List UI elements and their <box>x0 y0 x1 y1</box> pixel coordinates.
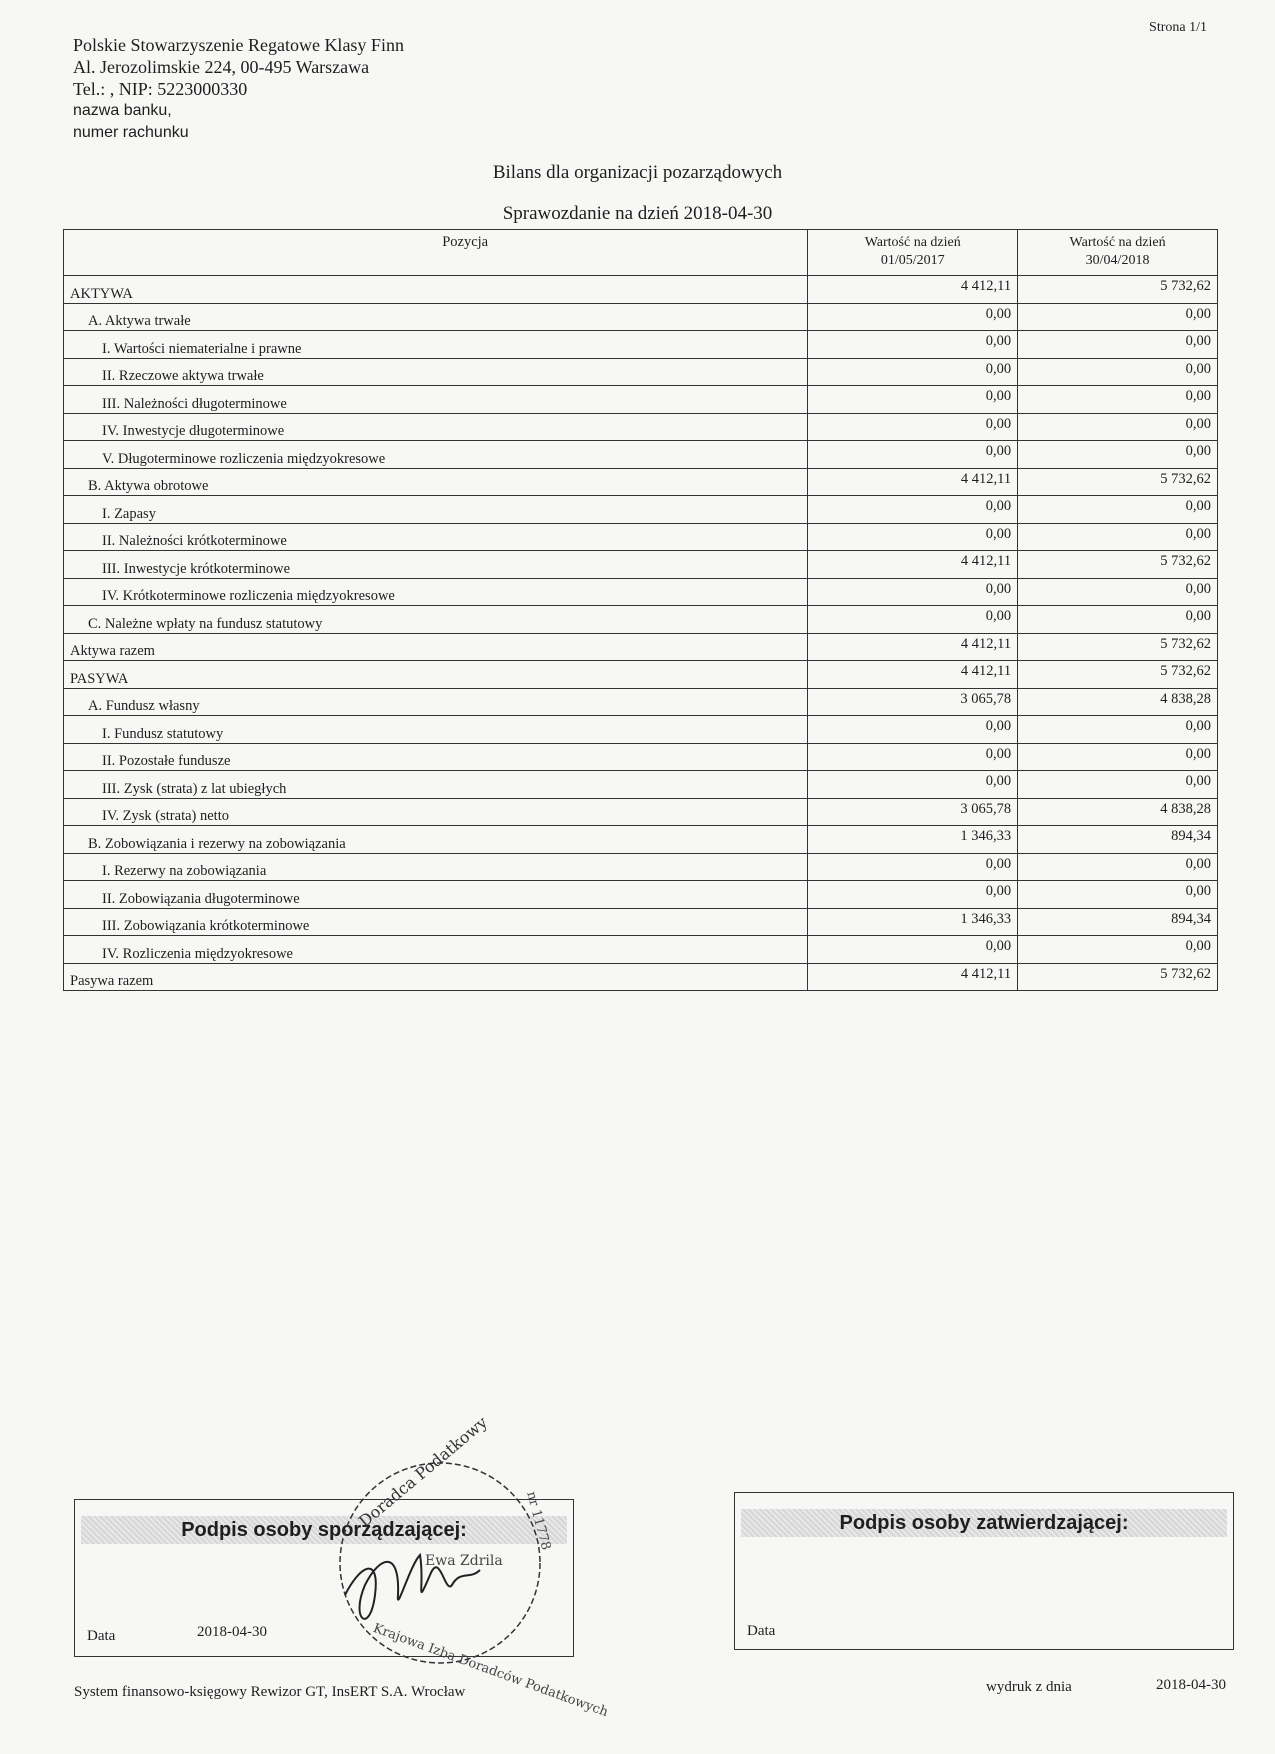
row-label: Aktywa razem <box>64 633 808 661</box>
row-value-2018: 0,00 <box>1018 386 1218 414</box>
row-value-2018: 894,34 <box>1018 826 1218 854</box>
table-header-row <box>64 230 1218 276</box>
row-value-2018: 5 732,62 <box>1018 468 1218 496</box>
table-row <box>64 881 1218 909</box>
row-label: I. Zapasy <box>64 496 808 524</box>
table-row <box>64 688 1218 716</box>
row-label: II. Rzeczowe aktywa trwałe <box>64 358 808 386</box>
table-row <box>64 826 1218 854</box>
document-title: Bilans dla organizacji pozarządowych <box>492 162 783 183</box>
row-value-2018: 0,00 <box>1018 413 1218 441</box>
balance-table <box>63 229 1218 991</box>
table-row <box>64 578 1218 606</box>
table-row <box>64 633 1218 661</box>
stamp-text-name: Ewa Zdrila <box>425 1553 503 1569</box>
row-value-2018: 0,00 <box>1018 936 1218 964</box>
org-header <box>73 34 404 144</box>
table-row <box>64 386 1218 414</box>
row-label: IV. Inwestycje długoterminowe <box>64 413 808 441</box>
document-subtitle: Sprawozdanie na dzień 2018-04-30 <box>502 203 773 224</box>
row-label: IV. Krótkoterminowe rozliczenia międzyokresowe <box>64 578 808 606</box>
table-row <box>64 743 1218 771</box>
row-value-2017: 4 412,11 <box>808 551 1018 579</box>
row-value-2017: 0,00 <box>808 331 1018 359</box>
row-value-2017: 0,00 <box>808 881 1018 909</box>
table-row <box>64 716 1218 744</box>
row-value-2017: 0,00 <box>808 523 1018 551</box>
row-value-2018: 4 838,28 <box>1018 688 1218 716</box>
row-label: III. Inwestycje krótkoterminowe <box>64 551 808 579</box>
preparer-date-value: 2018-04-30 <box>197 1624 267 1640</box>
table-row <box>64 303 1218 331</box>
table-row <box>64 771 1218 799</box>
row-label: PASYWA <box>64 661 808 689</box>
table-row <box>64 331 1218 359</box>
signature-heading-approver: Podpis osoby zatwierdzającej: <box>741 1509 1227 1537</box>
signature-heading-preparer: Podpis osoby sporządzającej: <box>81 1516 567 1544</box>
row-value-2018: 5 732,62 <box>1018 551 1218 579</box>
table-row <box>64 853 1218 881</box>
row-value-2017: 3 065,78 <box>808 688 1018 716</box>
org-address: Al. Jerozolimskie 224, 00-495 Warszawa <box>73 57 370 77</box>
row-value-2017: 4 412,11 <box>808 276 1018 304</box>
row-value-2017: 0,00 <box>808 413 1018 441</box>
footer-system: System finansowo-księgowy Rewizor GT, InsERT S.A. Wrocław <box>74 1684 466 1700</box>
column-header-value-2017-line2: 01/05/2017 <box>880 253 945 268</box>
row-label: I. Wartości niematerialne i prawne <box>64 331 808 359</box>
row-label: I. Rezerwy na zobowiązania <box>64 853 808 881</box>
row-label: II. Należności krótkoterminowe <box>64 523 808 551</box>
table-row <box>64 963 1218 991</box>
row-value-2017: 0,00 <box>808 358 1018 386</box>
row-value-2018: 0,00 <box>1018 578 1218 606</box>
row-label: A. Fundusz własny <box>64 688 808 716</box>
footer-print-label: wydruk z dnia <box>986 1679 1072 1695</box>
signature-box-approver <box>734 1492 1234 1650</box>
row-value-2017: 0,00 <box>808 441 1018 469</box>
row-value-2018: 4 838,28 <box>1018 798 1218 826</box>
approver-date-label: Data <box>747 1623 776 1639</box>
column-header-value-2018-line2: 30/04/2018 <box>1085 253 1150 268</box>
row-value-2018: 0,00 <box>1018 358 1218 386</box>
row-label: V. Długoterminowe rozliczenia międzyokresowe <box>64 441 808 469</box>
row-label: IV. Zysk (strata) netto <box>64 798 808 826</box>
row-value-2017: 0,00 <box>808 716 1018 744</box>
stamp-text-bottom: Krajowa Izba Doradców Podatkowych <box>371 1620 610 1721</box>
row-value-2018: 0,00 <box>1018 303 1218 331</box>
stamp-text-top: Doradca Podatkowy <box>355 1412 491 1531</box>
row-label: C. Należne wpłaty na fundusz statutowy <box>64 606 808 634</box>
row-value-2017: 0,00 <box>808 606 1018 634</box>
row-label: B. Zobowiązania i rezerwy na zobowiązania <box>64 826 808 854</box>
row-value-2018: 0,00 <box>1018 743 1218 771</box>
table-row <box>64 276 1218 304</box>
row-value-2017: 1 346,33 <box>808 908 1018 936</box>
tax-advisor-stamp <box>320 1412 610 1721</box>
row-value-2018: 894,34 <box>1018 908 1218 936</box>
column-header-value-2018 <box>1018 230 1218 276</box>
table-row <box>64 551 1218 579</box>
row-label: B. Aktywa obrotowe <box>64 468 808 496</box>
row-label: Pasywa razem <box>64 963 808 991</box>
row-value-2018: 5 732,62 <box>1018 276 1218 304</box>
row-value-2017: 0,00 <box>808 771 1018 799</box>
row-label: II. Zobowiązania długoterminowe <box>64 881 808 909</box>
row-value-2017: 4 412,11 <box>808 661 1018 689</box>
row-value-2018: 0,00 <box>1018 331 1218 359</box>
row-value-2017: 0,00 <box>808 386 1018 414</box>
row-value-2018: 0,00 <box>1018 496 1218 524</box>
row-value-2018: 0,00 <box>1018 771 1218 799</box>
page-number: Strona 1/1 <box>1149 20 1207 35</box>
row-label: IV. Rozliczenia międzyokresowe <box>64 936 808 964</box>
row-value-2017: 0,00 <box>808 936 1018 964</box>
org-contact: Tel.: , NIP: 5223000330 <box>73 79 248 99</box>
row-label: III. Zysk (strata) z lat ubiegłych <box>64 771 808 799</box>
preparer-date-label: Data <box>87 1628 116 1644</box>
row-value-2017: 0,00 <box>808 743 1018 771</box>
row-label: II. Pozostałe fundusze <box>64 743 808 771</box>
row-value-2018: 0,00 <box>1018 523 1218 551</box>
column-header-value-2017-line1: Wartość na dzień <box>864 235 961 250</box>
row-value-2018: 5 732,62 <box>1018 633 1218 661</box>
table-row <box>64 358 1218 386</box>
row-value-2018: 5 732,62 <box>1018 963 1218 991</box>
org-account: numer rachunku <box>73 124 189 141</box>
row-value-2018: 0,00 <box>1018 716 1218 744</box>
table-row <box>64 413 1218 441</box>
table-row <box>64 468 1218 496</box>
row-value-2017: 3 065,78 <box>808 798 1018 826</box>
org-name: Polskie Stowarzyszenie Regatowe Klasy Finn <box>73 35 404 55</box>
table-row <box>64 496 1218 524</box>
row-value-2017: 0,00 <box>808 578 1018 606</box>
column-header-position: Pozycja <box>64 230 808 276</box>
table-row <box>64 661 1218 689</box>
table-row <box>64 908 1218 936</box>
row-value-2017: 4 412,11 <box>808 468 1018 496</box>
row-value-2017: 1 346,33 <box>808 826 1018 854</box>
org-bank: nazwa banku, <box>73 102 172 119</box>
row-label: III. Należności długoterminowe <box>64 386 808 414</box>
row-value-2018: 0,00 <box>1018 881 1218 909</box>
table-row <box>64 441 1218 469</box>
row-label: III. Zobowiązania krótkoterminowe <box>64 908 808 936</box>
row-label: AKTYWA <box>64 276 808 304</box>
row-value-2018: 0,00 <box>1018 441 1218 469</box>
column-header-value-2018-line1: Wartość na dzień <box>1069 235 1166 250</box>
row-label: I. Fundusz statutowy <box>64 716 808 744</box>
footer-print-date: 2018-04-30 <box>1156 1677 1226 1693</box>
row-value-2017: 0,00 <box>808 303 1018 331</box>
stamp-text-number: nr 11778 <box>523 1489 554 1552</box>
table-row <box>64 606 1218 634</box>
row-value-2018: 0,00 <box>1018 853 1218 881</box>
row-value-2017: 0,00 <box>808 496 1018 524</box>
table-row <box>64 523 1218 551</box>
row-value-2017: 4 412,11 <box>808 963 1018 991</box>
row-value-2017: 0,00 <box>808 853 1018 881</box>
column-header-value-2017 <box>808 230 1018 276</box>
row-value-2017: 4 412,11 <box>808 633 1018 661</box>
table-row <box>64 936 1218 964</box>
row-value-2018: 5 732,62 <box>1018 661 1218 689</box>
row-label: A. Aktywa trwałe <box>64 303 808 331</box>
row-value-2018: 0,00 <box>1018 606 1218 634</box>
table-row <box>64 798 1218 826</box>
